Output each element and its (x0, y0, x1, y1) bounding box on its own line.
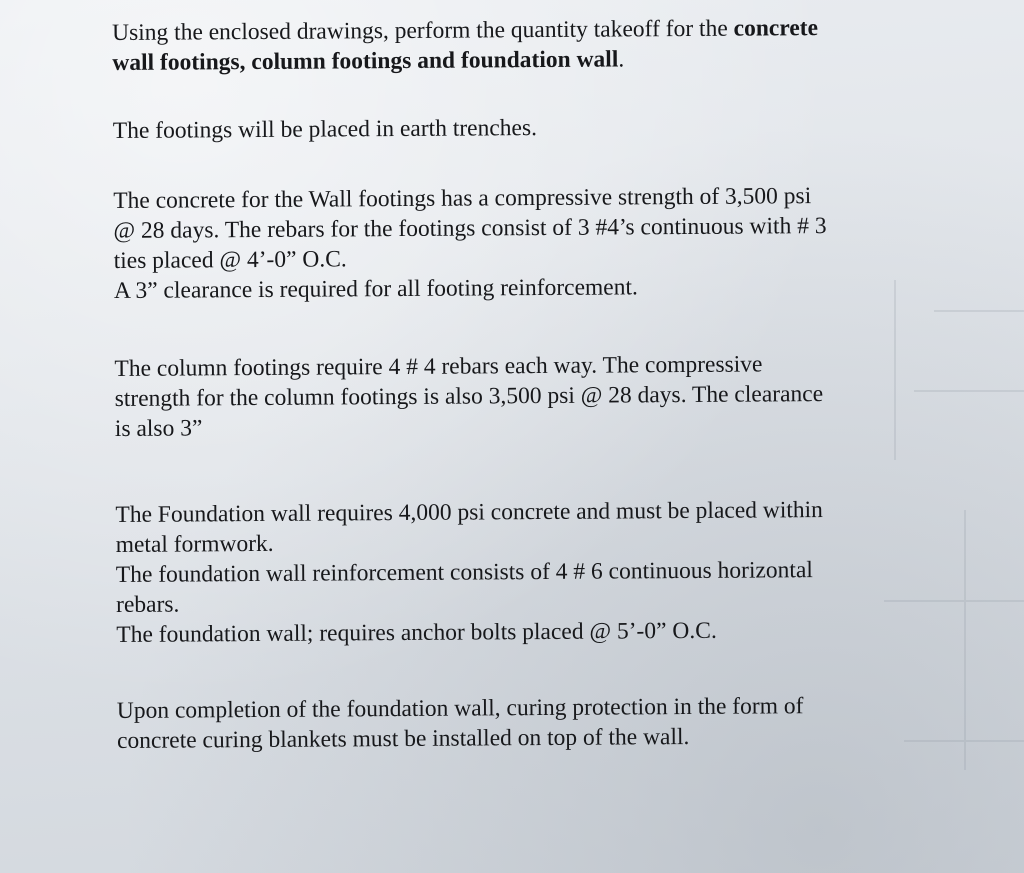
wall-footings-line-4: A 3” clearance is required for all footing reinforcement. (113, 274, 638, 304)
intro-paragraph (112, 12, 912, 78)
foundation-wall-line-1: The Foundation wall requires 4,000 psi concrete and must be placed within (115, 497, 823, 528)
wall-footings-line-1: The concrete for the Wall footings has a compressive strength of 3,500 psi (113, 183, 812, 214)
intro-line2-end: . (618, 46, 625, 73)
column-footings-line-3: is also 3” (114, 415, 203, 442)
curing-line-1: Upon completion of the foundation wall, curing protection in the form of (116, 693, 804, 724)
foundation-wall-line-2: metal formwork. (115, 530, 274, 558)
column-footings-paragraph (114, 348, 915, 444)
intro-line2-bold: wall footings, column footings and foundation wall (112, 46, 619, 76)
foundation-wall-paragraph (115, 494, 916, 650)
curing-line-2: concrete curing blankets must be installed on top of the wall. (116, 723, 690, 754)
wall-footings-line-3: ties placed @ 4’-0” O.C. (113, 246, 347, 274)
curing-paragraph (117, 690, 917, 756)
trenches-paragraph (113, 110, 913, 146)
wall-footings-paragraph (113, 180, 914, 306)
trenches-text: The footings will be placed in earth trenches. (112, 115, 538, 144)
intro-line1-bold: concrete (733, 15, 819, 42)
foundation-wall-line-5: The foundation wall; requires anchor bolts placed @ 5’-0” O.C. (116, 617, 717, 648)
document-text (112, 12, 917, 756)
column-footings-line-2: strength for the column footings is also 3,500 psi @ 28 days. The clearance (114, 381, 824, 412)
column-footings-line-1: The column footings require 4 # 4 rebars each way. The compressive (114, 351, 763, 382)
foundation-wall-line-3: The foundation wall reinforcement consists of 4 # 6 continuous horizontal (115, 557, 813, 588)
intro-line1-text: Using the enclosed drawings, perform the quantity takeoff for the (112, 15, 734, 46)
wall-footings-line-2: @ 28 days. The rebars for the footings consist of 3 #4’s continuous with # 3 (113, 213, 827, 244)
foundation-wall-line-4: rebars. (116, 591, 180, 618)
